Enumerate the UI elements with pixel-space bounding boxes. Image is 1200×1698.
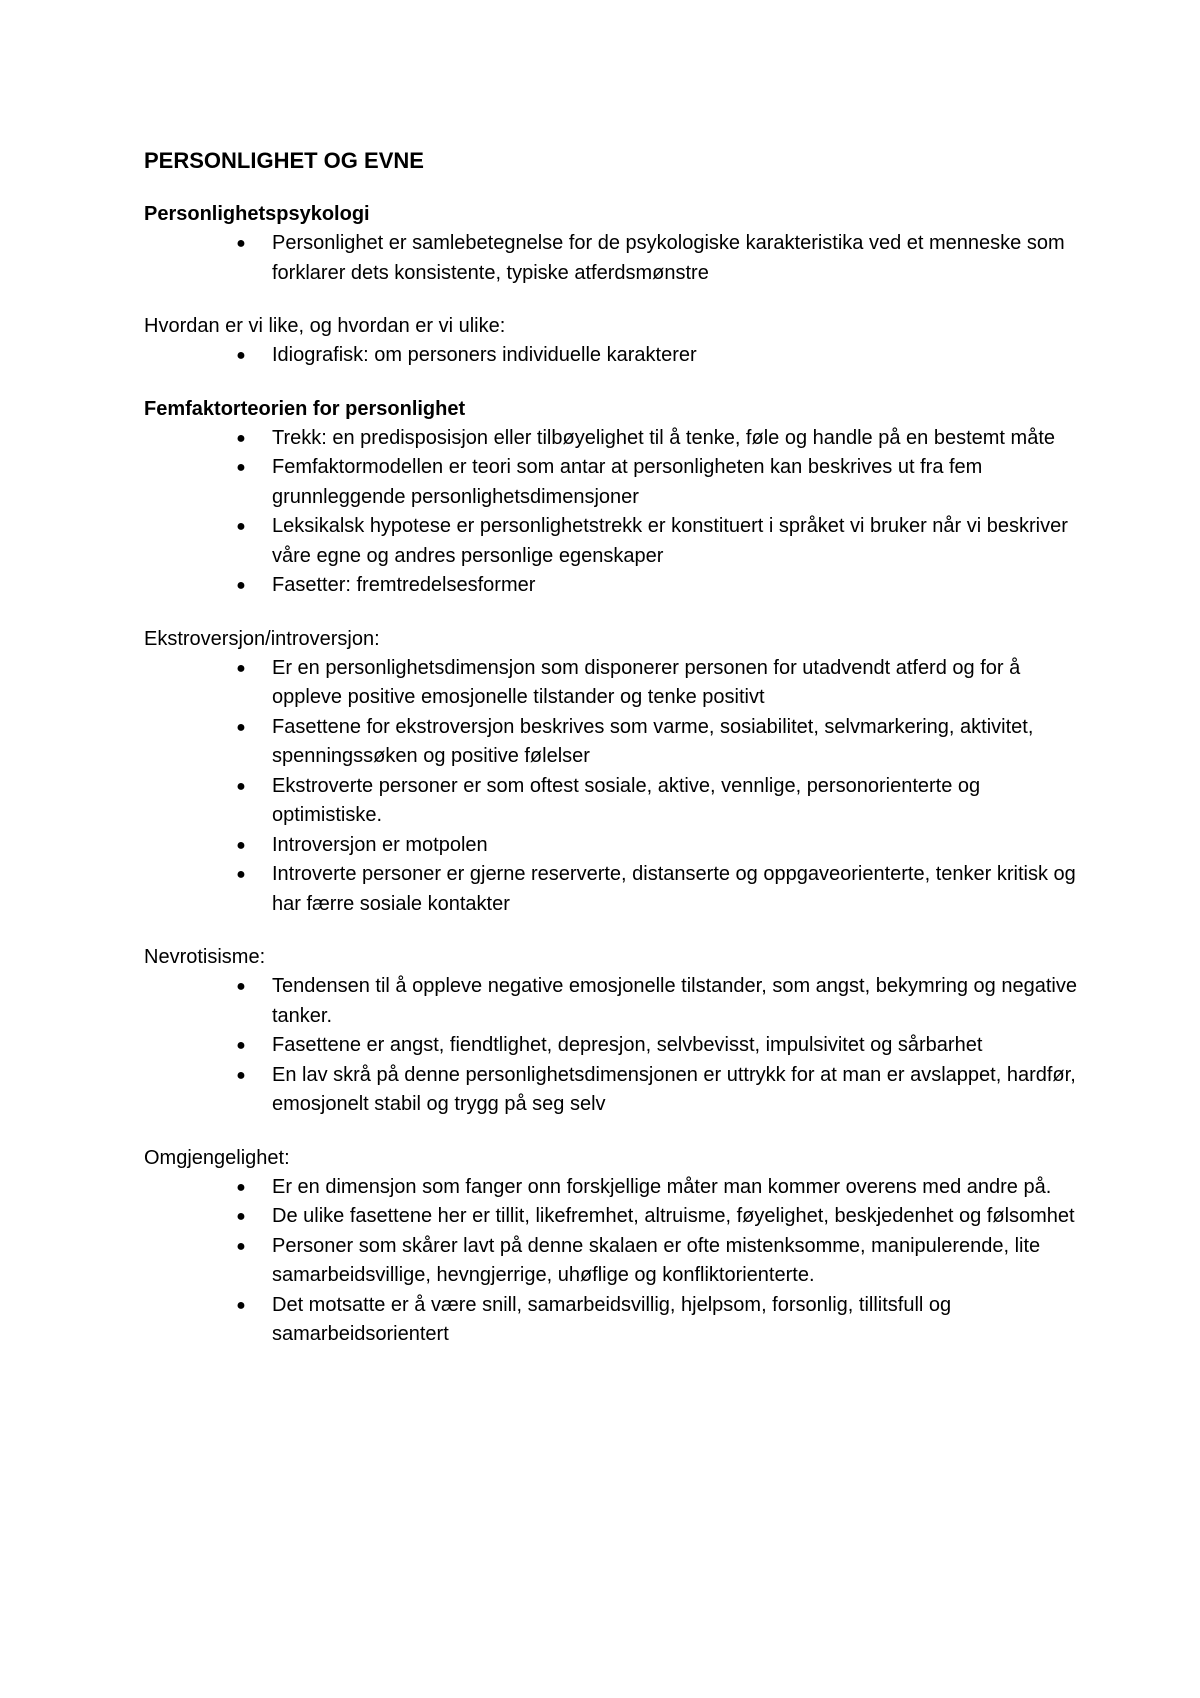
bullet-icon: ● — [236, 1296, 246, 1314]
list-item: ● Fasetter: fremtredelsesformer — [144, 571, 1084, 601]
list-item: ● Femfaktormodellen er teori som antar at personligheten kan beskrives ut fra fem grunnleggende personlighetsdimensjoner — [144, 453, 1084, 512]
bullet-icon: ● — [236, 659, 246, 677]
bullet-icon: ● — [236, 429, 246, 447]
section-heading: Personlighetspsykologi — [144, 203, 370, 225]
section-heading: Femfaktorteorien for personlighet — [144, 397, 466, 420]
section-omgjengelighet — [144, 1144, 1084, 1350]
bullet-icon: ● — [236, 577, 246, 594]
bullet-icon: ● — [236, 1066, 246, 1084]
bullet-icon: ● — [236, 1208, 246, 1225]
bullet-icon: ● — [236, 777, 246, 795]
bullet-icon: ● — [236, 459, 246, 476]
bullet-icon: ● — [236, 1037, 246, 1054]
bullet-icon: ● — [236, 347, 246, 364]
bullet-list — [144, 424, 1084, 601]
section-ekstroversjon — [144, 625, 1084, 920]
bullet-list — [144, 229, 1084, 288]
list-item: ● Trekk: en predisposisjon eller tilbøyelighet til å tenke, føle og handle på en bestemt måte — [144, 424, 1084, 454]
list-item: ● Ekstroverte personer er som oftest sosiale, aktive, vennlige, personorienterte og optimistiske. — [144, 772, 1084, 831]
list-item: ● En lav skrå på denne personlighetsdimensjonen er uttrykk for at man er avslappet, hardfør, emosjonelt stabil og trygg på seg selv — [144, 1061, 1084, 1120]
list-item: ● Er en personlighetsdimensjon som disponerer personen for utadvendt atferd og for å oppleve positive emosjonelle tilstander og tenke positivt — [144, 654, 1084, 713]
list-item: ● De ulike fasettene her er tillit, likefremhet, altruisme, føyelighet, beskjedenhet og følsomhet — [144, 1202, 1084, 1232]
list-item: ● Det motsatte er å være snill, samarbeidsvillig, hjelpsom, forsonlig, tillitsfull og samarbeidsorientert — [144, 1291, 1084, 1350]
section-heading: Omgjengelighet: — [144, 1146, 290, 1169]
list-item: ● Fasettene for ekstroversjon beskrives som varme, sosiabilitet, selvmarkering, aktivitet, spenningssøken og positive følelser — [144, 713, 1084, 772]
list-item: ● Tendensen til å oppleve negative emosjonelle tilstander, som angst, bekymring og negative tanker. — [144, 972, 1084, 1031]
list-item: ● Personer som skårer lavt på denne skalaen er ofte mistenksomme, manipulerende, lite samarbeidsvillige, hevngjerrige, uhøflige og konfliktorienterte. — [144, 1232, 1084, 1291]
bullet-icon: ● — [236, 978, 246, 995]
bullet-icon: ● — [236, 1178, 246, 1196]
bullet-icon: ● — [236, 235, 246, 252]
bullet-list — [144, 654, 1084, 920]
bullet-icon: ● — [236, 1237, 246, 1255]
bullet-icon: ● — [236, 718, 246, 736]
bullet-icon: ● — [236, 866, 246, 883]
section-nevrotisisme — [144, 943, 1084, 1120]
section-hvordan — [144, 312, 1084, 371]
bullet-icon: ● — [236, 836, 246, 854]
bullet-icon: ● — [236, 518, 246, 535]
section-femfaktorteorien — [144, 395, 1084, 601]
list-item: ● Leksikalsk hypotese er personlighetstrekk er konstituert i språket vi bruker når vi beskriver våre egne og andres personlige egenskaper — [144, 512, 1084, 571]
document-title: PERSONLIGHET OG EVNE — [144, 148, 424, 173]
list-item: ● Idiografisk: om personers individuelle karakterer — [144, 341, 1084, 371]
section-personlighetspsykologi — [144, 200, 1084, 288]
bullet-list — [144, 341, 1084, 371]
document-page — [144, 146, 1084, 1374]
list-item: ● Er en dimensjon som fanger onn forskjellige måter man kommer overens med andre på. — [144, 1173, 1084, 1203]
section-heading: Nevrotisisme: — [144, 946, 266, 968]
section-heading: Hvordan er vi like, og hvordan er vi ulike: — [144, 315, 506, 337]
list-item: ● Introversjon er motpolen — [144, 831, 1084, 861]
list-item: ● Fasettene er angst, fiendtlighet, depresjon, selvbevisst, impulsivitet og sårbarhet — [144, 1031, 1084, 1061]
bullet-list — [144, 972, 1084, 1120]
list-item: ● Personlighet er samlebetegnelse for de psykologiske karakteristika ved et menneske som forklarer dets konsistente, typiske atferdsmønstre — [144, 229, 1084, 288]
bullet-list — [144, 1173, 1084, 1350]
list-item: ● Introverte personer er gjerne reserverte, distanserte og oppgaveorienterte, tenker kritisk og har færre sosiale kontakter — [144, 860, 1084, 919]
section-heading: Ekstroversjon/introversjon: — [144, 627, 380, 650]
